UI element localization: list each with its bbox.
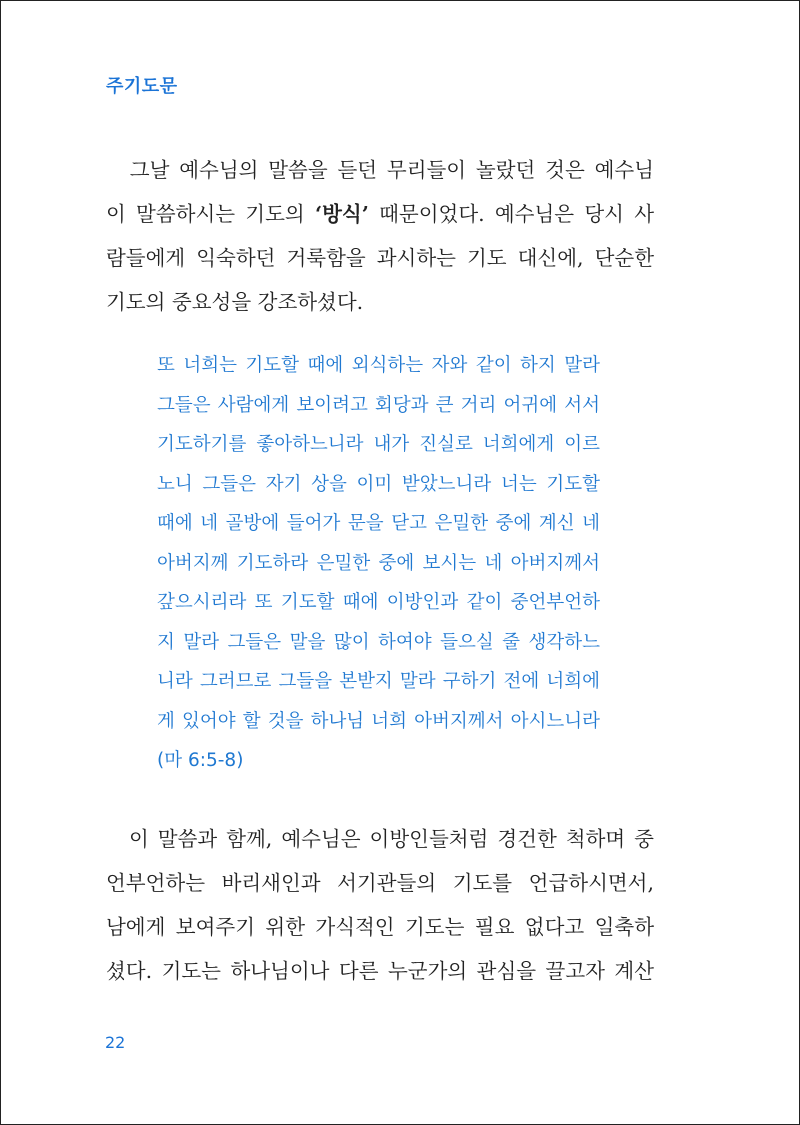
body-paragraph-1	[106, 148, 654, 324]
paragraph-line: 람들에게 익숙하던 거룩함을 과시하는 기도 대신에, 단순한	[106, 246, 654, 270]
quote-line: 니라 그러므로 그들을 본받지 말라 구하기 전에 너희에	[157, 671, 600, 692]
quote-line: 그들은 사람에게 보이려고 회당과 큰 거리 어귀에 서서	[157, 394, 600, 416]
quote-line: 기도하기를 좋아하느니라 내가 진실로 너희에게 이르	[157, 434, 600, 455]
quote-citation: (마 6:5-8)	[157, 750, 244, 771]
quote-line: 아버지께 기도하라 은밀한 중에 보시는 네 아버지께서	[157, 552, 600, 574]
quote-line: 노니 그들은 자기 상을 이미 받았느니라 너는 기도할	[157, 473, 600, 495]
scripture-quote	[157, 346, 600, 781]
quote-line: 갚으시리라 또 기도할 때에 이방인과 같이 중언부언하	[157, 592, 600, 613]
page-number: 22	[105, 1033, 126, 1052]
paragraph-line: 남에게 보여주기 위한 가식적인 기도는 필요 없다고 일축하	[106, 915, 654, 939]
body-paragraph-2	[106, 817, 654, 993]
emphasized-word: ‘방식’	[314, 202, 369, 226]
paragraph-line: 셨다. 기도는 하나님이나 다른 누군가의 관심을 끌고자 계산	[106, 959, 654, 983]
paragraph-line: 언부언하는 바리새인과 서기관들의 기도를 언급하시면서,	[106, 871, 654, 895]
running-head: 주기도문	[106, 76, 178, 97]
quote-line: 또 너희는 기도할 때에 외식하는 자와 같이 하지 말라	[157, 355, 600, 376]
paragraph-line: 이 말씀하시는 기도의 ‘방식’ 때문이었다. 예수님은 당시 사	[106, 202, 654, 226]
quote-line: 지 말라 그들은 말을 많이 하여야 들으실 줄 생각하느	[157, 631, 600, 653]
quote-line: 게 있어야 할 것을 하나님 너희 아버지께서 아시느니라	[157, 710, 600, 732]
quote-line: 때에 네 골방에 들어가 문을 닫고 은밀한 중에 계신 네	[157, 513, 600, 534]
paragraph-line: 이 말씀과 함께, 예수님은 이방인들처럼 경건한 척하며 중	[106, 827, 654, 851]
paragraph-line: 그날 예수님의 말씀을 듣던 무리들이 놀랐던 것은 예수님	[106, 158, 654, 182]
paragraph-line: 기도의 중요성을 강조하셨다.	[106, 290, 364, 314]
